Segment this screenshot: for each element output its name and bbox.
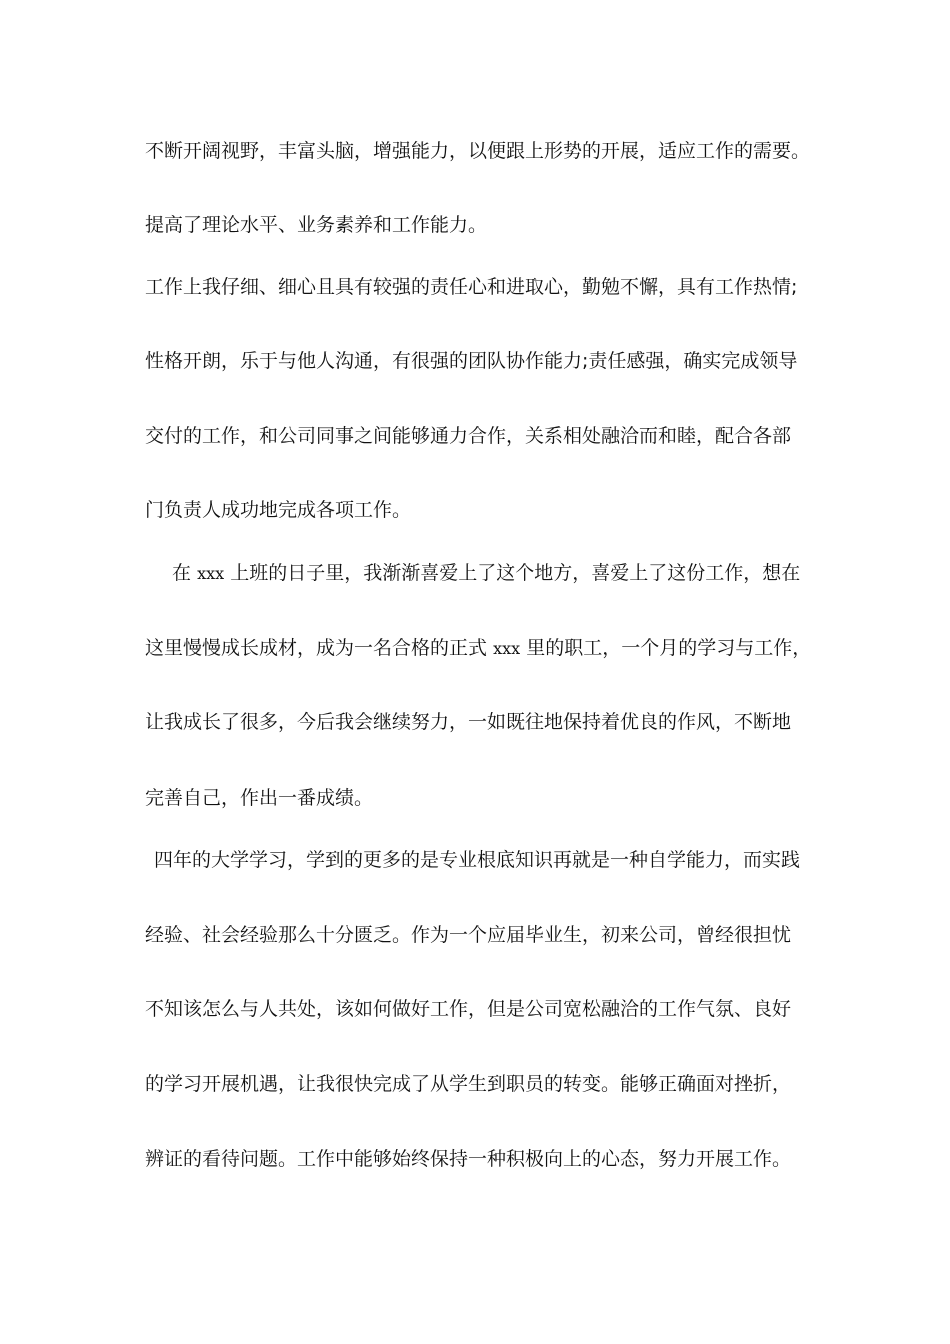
text-line — [145, 923, 791, 947]
text-run: 不知该怎么与人共处，该如何做好工作，但是公司宽松融洽的工作气氛、良好 — [145, 998, 792, 1020]
text-line — [145, 213, 487, 237]
text-run: 提高了理论水平、业务素养和工作能力。 — [145, 214, 488, 236]
text-line — [145, 710, 791, 734]
text-run: 门负责人成功地完成各项工作。 — [145, 499, 412, 521]
text-run: 让我成长了很多，今后我会继续努力，一如既往地保持着优良的作风，不断地 — [145, 711, 792, 733]
text-run: 交付的工作，和公司同事之间能够通力合作，关系相处融洽而和睦，配合各部 — [145, 425, 792, 447]
text-line — [172, 561, 800, 586]
text-run: 完善自己，作出一番成绩。 — [145, 787, 374, 809]
text-line — [145, 786, 373, 810]
text-run: 经验、社会经验那么十分匮乏。作为一个应届毕业生，初来公司，曾经很担忧 — [145, 924, 792, 946]
text-run: 不断开阔视野，丰富头脑，增强能力，以便跟上形势的开展，适应工作的需要。 — [145, 140, 811, 162]
text-line — [145, 636, 811, 661]
text-line — [145, 1147, 791, 1171]
text-run: 里的职工，一个月的学习与工作， — [526, 637, 812, 659]
text-line — [145, 139, 810, 163]
placeholder-text: xxx — [493, 639, 521, 658]
text-line — [145, 1072, 791, 1096]
text-run: 上班的日子里，我渐渐喜爱上了这个地方，喜爱上了这份工作，想在 — [230, 562, 801, 584]
text-run: 性格开朗，乐于与他人沟通，有很强的团队协作能力;责任感强，确实完成领导 — [145, 350, 798, 372]
text-run: 四年的大学学习，学到的更多的是专业根底知识再就是一种自学能力，而实践 — [154, 849, 801, 871]
text-run: 的学习开展机遇，让我很快完成了从学生到职员的转变。能够正确面对挫折， — [145, 1073, 792, 1095]
text-line — [154, 848, 800, 872]
text-line — [145, 275, 797, 299]
text-line — [145, 997, 791, 1021]
text-run: 这里慢慢成长成材，成为一名合格的正式 — [145, 637, 488, 659]
text-run: 工作上我仔细、细心且具有较强的责任心和进取心，勤勉不懈，具有工作热情; — [145, 276, 798, 298]
text-run: 辨证的看待问题。工作中能够始终保持一种积极向上的心态，努力开展工作。 — [145, 1148, 792, 1170]
text-line — [145, 498, 411, 522]
placeholder-text: xxx — [197, 564, 225, 583]
text-run: 在 — [172, 562, 192, 584]
text-line — [145, 349, 797, 373]
text-line — [145, 424, 791, 448]
